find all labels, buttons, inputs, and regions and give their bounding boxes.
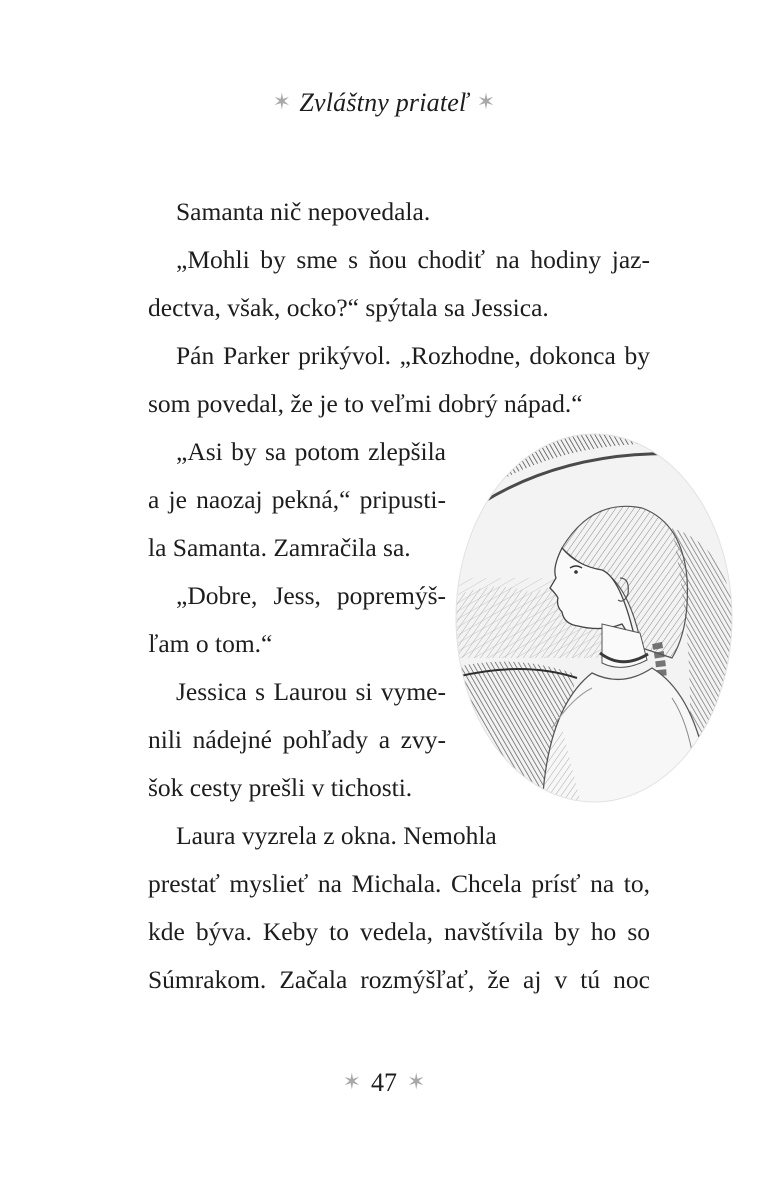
- page-footer: [0, 1068, 768, 1098]
- text-line: Laura vyzrela z okna. Nemohla: [176, 821, 497, 850]
- text-line: la Samanta. Zamračila sa.: [148, 533, 411, 562]
- text-line: „Mohli by sme s ňou chodiť na hodiny jaz-: [176, 245, 650, 274]
- star-ornament-icon: ✶: [407, 1069, 426, 1094]
- text-line: šok cesty prešli v tichosti.: [148, 773, 413, 802]
- text-line: Samanta nič nepovedala.: [176, 197, 431, 226]
- text-line: ľam o tom.“: [148, 629, 273, 658]
- text-line: „Dobre, Jess, popremýš-: [176, 581, 446, 610]
- chapter-title: Zvláštny priateľ: [299, 88, 469, 117]
- text-line: „Asi by sa potom zlepšila: [176, 437, 446, 466]
- running-header: [0, 88, 768, 118]
- text-line: Súmrakom. Začala rozmýšľať, že aj v tú noc: [148, 965, 650, 994]
- text-line: Pán Parker prikývol. „Rozhodne, dokonca by: [176, 341, 650, 370]
- page-number: 47: [371, 1068, 397, 1097]
- text-line: nili nádejné pohľady a zvy-: [148, 725, 446, 754]
- text-line: a je naozaj pekná,“ pripusti-: [148, 485, 446, 514]
- star-ornament-icon: ✶: [272, 89, 292, 114]
- text-line: dectva, však, ocko?“ spýtala sa Jessica.: [148, 293, 549, 322]
- text-line: Jessica s Laurou si vyme-: [176, 677, 446, 706]
- girl-in-car-illustration: [452, 428, 736, 808]
- text-line: prestať myslieť na Michala. Chcela prísť na to,: [148, 869, 650, 898]
- star-ornament-icon: ✶: [342, 1069, 361, 1094]
- star-ornament-icon: ✶: [476, 89, 496, 114]
- text-line: som povedal, že je to veľmi dobrý nápad.“: [148, 389, 583, 418]
- text-line: kde býva. Keby to vedela, navštívila by ho so: [148, 917, 650, 946]
